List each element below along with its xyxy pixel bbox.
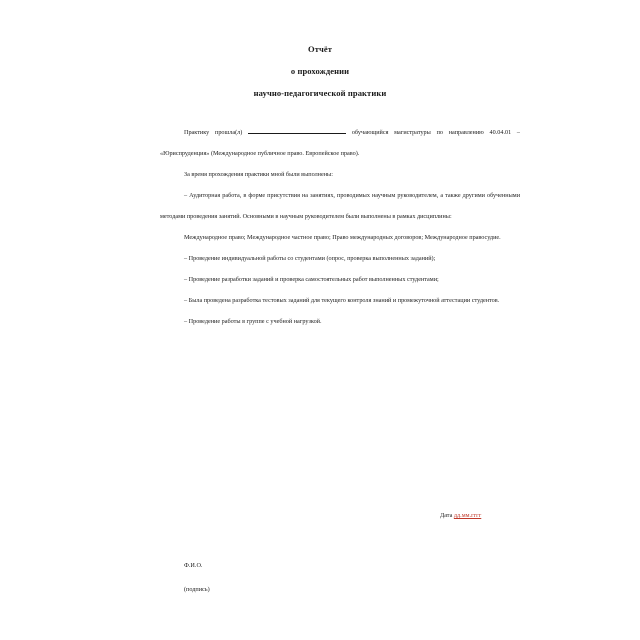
report-practice-type: научно-педагогической практики — [253, 88, 387, 98]
report-title: Отчёт — [307, 44, 333, 54]
task-item-tests: – Была проведена разработка тестовых заданий для текущего контроля знаний и промежуточной аттестации студентов. — [184, 297, 500, 304]
task-item-group-work: – Проведение работы в группе с учебной нагрузкой. — [184, 318, 322, 325]
date-label: Дата — [440, 512, 453, 519]
date-value: дд.мм.гггг — [453, 512, 482, 519]
report-body — [160, 122, 520, 332]
task-item-auditorium: – Аудиторная работа, в форме присутствия на занятиях, проводимых научным руководителем, а также другими обученными методами проведения занятий. Основными в научным руководителем были выполнены в рамках дисциплины: — [160, 192, 520, 220]
date-line — [440, 511, 481, 521]
tasks-heading: За время прохождения практики мной были выполнены: — [184, 171, 333, 178]
signature-label: (подпись) — [184, 586, 210, 593]
report-subtitle: о прохождении — [290, 66, 350, 76]
name-blank-line — [248, 127, 346, 134]
intro-suffix: обучающийся магистратуры по направлению 40.04.01 – «Юриспруденция» (Международное публичное право. Европейское право). — [160, 129, 521, 157]
fio-label: Ф.И.О. — [184, 562, 203, 569]
disciplines-list: Международное право; Международное частное право; Право международных договоров; Международное правосудие. — [184, 234, 501, 241]
intro-paragraph — [160, 122, 520, 164]
intro-prefix: Практику прошла(л) — [184, 129, 243, 136]
task-item-assignments: – Проведение разработки заданий и проверка самостоятельных работ выполненных студентами; — [184, 276, 439, 283]
task-item-individual-work: – Проведение индивидуальной работы со студентами (опрос, проверка выполненных заданий); — [184, 255, 436, 262]
